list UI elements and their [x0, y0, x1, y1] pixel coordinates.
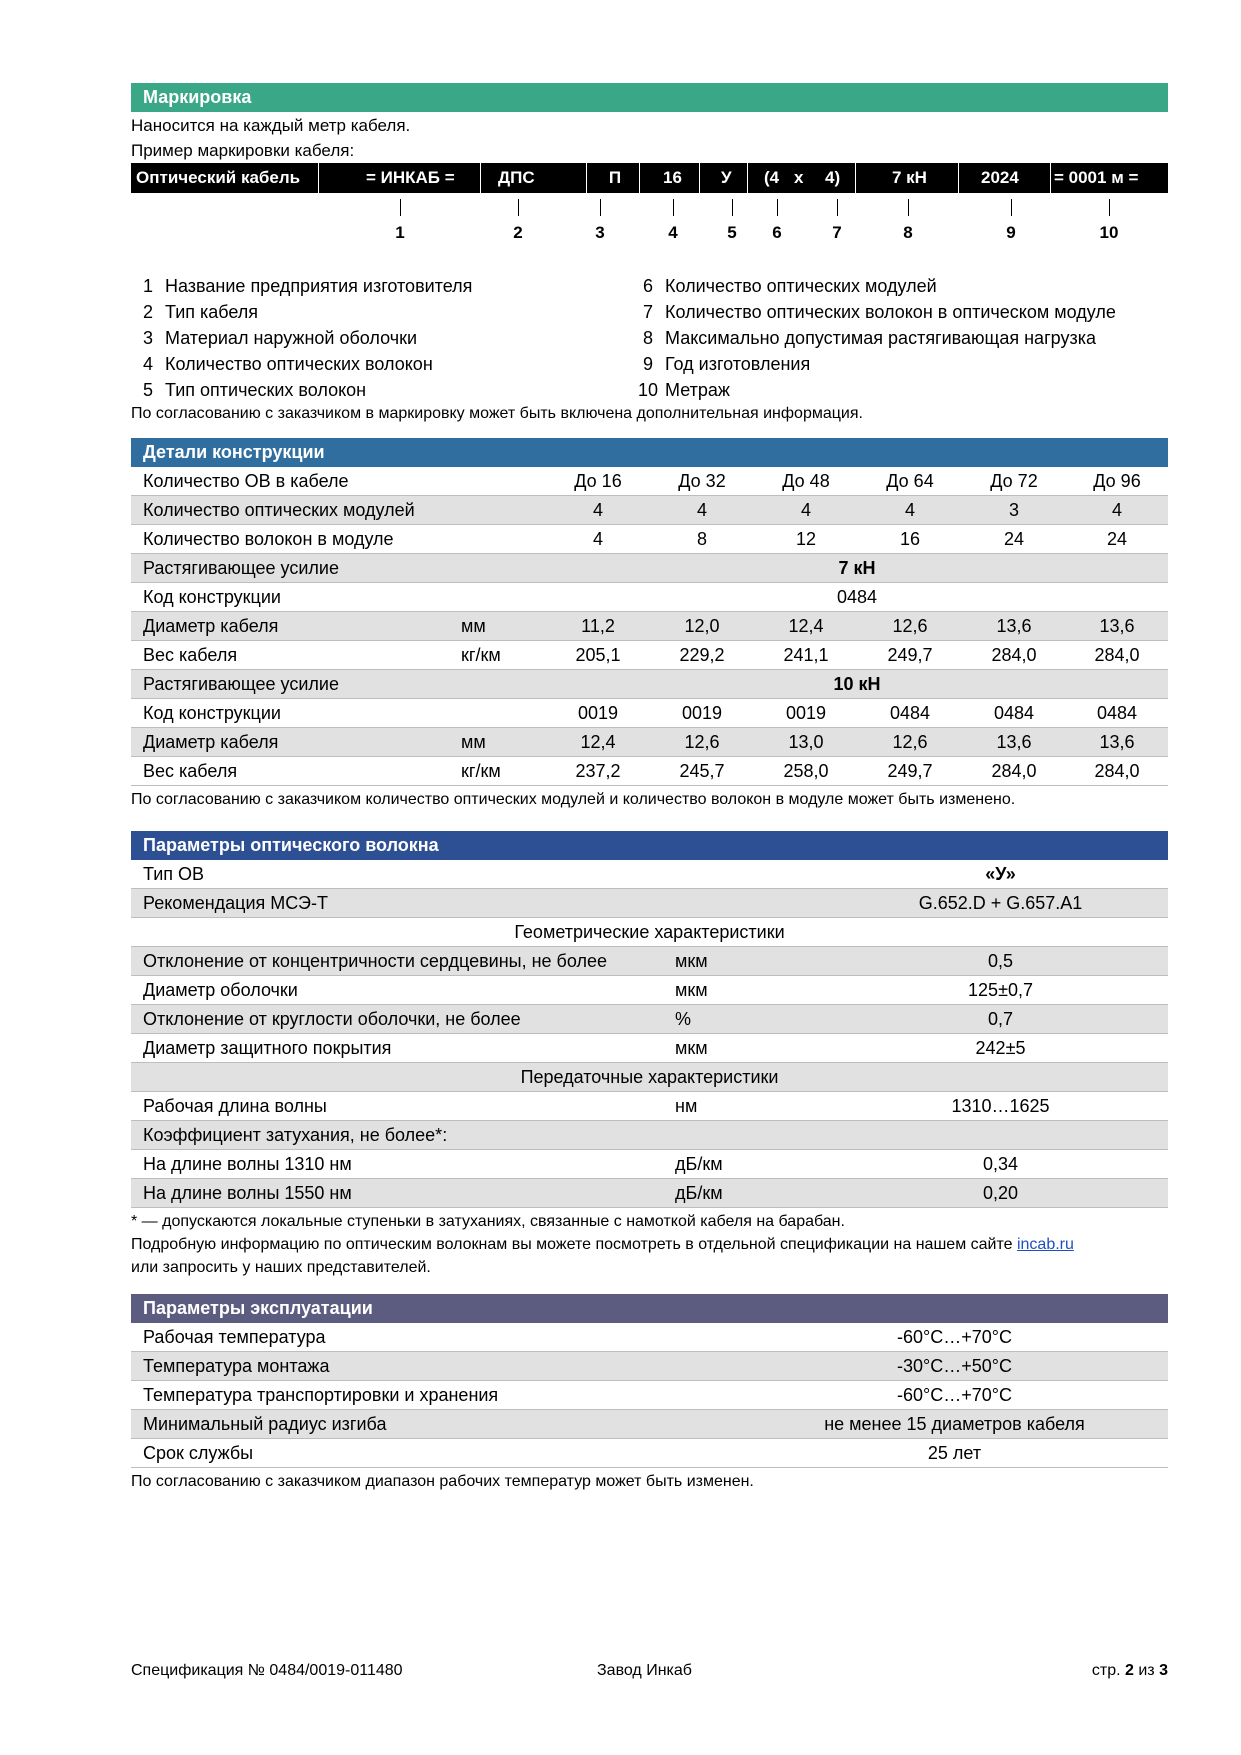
table-row — [131, 1034, 1168, 1063]
row-unit: мм — [461, 728, 546, 757]
row-unit — [461, 670, 546, 699]
table-row — [131, 860, 1168, 889]
row-value: 245,7 — [679, 760, 725, 781]
row-value: 241,1 — [783, 644, 829, 665]
row-value: 24 — [1106, 528, 1128, 549]
row-label: Коэффициент затухания, не более*: — [131, 1121, 663, 1150]
pointer-number: 6 — [772, 223, 782, 242]
construction-section — [131, 438, 1168, 811]
table-row — [131, 670, 1168, 699]
row-value: 16 — [899, 528, 921, 549]
strip-part: П — [608, 168, 622, 187]
row-value: 4 — [592, 528, 603, 549]
strip-part: 7 кН — [892, 168, 927, 187]
footer-page-of: из — [1138, 1662, 1155, 1679]
subheader-label: Передаточные характеристики — [131, 1063, 1168, 1092]
row-label: Количество оптических модулей — [131, 496, 461, 525]
row-unit — [461, 467, 546, 496]
row-unit: мкм — [675, 979, 708, 1000]
table-row — [131, 467, 1168, 496]
strip-part: 4) — [825, 168, 841, 187]
row-value: 13,6 — [962, 612, 1066, 641]
row-value: 8 — [696, 528, 707, 549]
row-label: Рабочая длина волны — [143, 1095, 327, 1116]
row-value: 0484 — [993, 702, 1035, 723]
row-value: 13,6 — [1066, 728, 1168, 757]
legend-text: Тип кабеля — [165, 302, 259, 322]
row-label: Диаметр защитного покрытия — [143, 1037, 392, 1058]
marking-legend — [131, 273, 1168, 401]
row-label: Код конструкции — [143, 586, 281, 607]
marking-section — [131, 83, 1168, 425]
row-label: Код конструкции — [143, 702, 281, 723]
legend-text: Название предприятия изготовителя — [165, 276, 473, 296]
construction-note: По согласованию с заказчиком количество оптических модулей и количество волокон в модуле может быть изменено. — [131, 791, 1016, 808]
legend-num: 3 — [142, 328, 153, 348]
row-label: Растягивающее усилие — [131, 670, 461, 699]
row-unit: кг/км — [461, 760, 501, 781]
row-value: 12 — [795, 528, 817, 549]
table-row — [131, 612, 1168, 641]
row-label: Отклонение от концентричности сердцевины, не более — [131, 947, 663, 976]
row-value: 4 — [546, 496, 650, 525]
row-value: 0,7 — [833, 1005, 1168, 1034]
row-label: Диаметр кабеля — [131, 612, 461, 641]
row-unit — [461, 554, 546, 583]
row-value: 3 — [962, 496, 1066, 525]
row-value: До 48 — [782, 470, 830, 491]
pointer-number: 4 — [668, 223, 678, 242]
row-value: -30°С…+50°С — [741, 1352, 1168, 1381]
construction-table — [131, 467, 1168, 786]
table-row — [131, 1381, 1168, 1410]
row-label: Диаметр кабеля — [131, 728, 461, 757]
row-value: 0484 — [1096, 702, 1138, 723]
row-value: 0484 — [836, 586, 878, 607]
row-value: 4 — [1066, 496, 1168, 525]
row-value: 12,6 — [858, 612, 962, 641]
row-value: 13,0 — [754, 728, 858, 757]
table-row — [131, 1121, 1168, 1150]
operation-note: По согласованию с заказчиком диапазон рабочих температур может быть изменен. — [131, 1473, 754, 1490]
fiber-note3: или запросить у наших представителей. — [131, 1259, 431, 1276]
table-row — [131, 889, 1168, 918]
strip-part: ДПС — [498, 168, 535, 187]
pointer-number: 8 — [903, 223, 913, 242]
row-value: 0019 — [577, 702, 619, 723]
strip-part: = ИНКАБ = — [366, 168, 455, 187]
row-unit: мм — [461, 612, 546, 641]
legend-text: Количество оптических волокон в оптическом модуле — [665, 302, 1116, 322]
row-value: 258,0 — [783, 760, 829, 781]
row-label: Вес кабеля — [143, 644, 238, 665]
strip-part: 16 — [663, 168, 682, 187]
row-value: 284,0 — [1094, 760, 1140, 781]
legend-num: 9 — [642, 354, 653, 374]
legend-num: 2 — [142, 302, 153, 322]
row-unit — [663, 1121, 833, 1150]
row-value: G.652.D + G.657.A1 — [833, 889, 1168, 918]
table-row — [131, 554, 1168, 583]
footer-page-total: 3 — [1159, 1662, 1168, 1679]
row-value: 13,6 — [962, 728, 1066, 757]
legend-text: Количество оптических модулей — [665, 276, 937, 296]
row-value: 284,0 — [991, 760, 1037, 781]
row-label: Растягивающее усилие — [131, 554, 461, 583]
row-value: 0,5 — [833, 947, 1168, 976]
pointer-number: 7 — [832, 223, 842, 242]
row-value: 12,0 — [650, 612, 754, 641]
fiber-note2 — [131, 1233, 1168, 1256]
table-row — [131, 1439, 1168, 1468]
marking-line1: Наносится на каждый метр кабеля. — [131, 116, 411, 135]
footer-page-prefix: стр. — [1091, 1662, 1121, 1679]
row-value — [833, 1121, 1168, 1150]
marking-header: Маркировка — [131, 83, 1168, 112]
table-row — [131, 1352, 1168, 1381]
row-label: Температура транспортировки и хранения — [143, 1384, 499, 1405]
legend-num: 1 — [142, 276, 153, 296]
row-value: 249,7 — [887, 644, 933, 665]
pointer-number: 10 — [1099, 223, 1119, 242]
row-unit — [663, 860, 833, 889]
row-label: Рабочая температура — [143, 1326, 326, 1347]
table-row — [131, 976, 1168, 1005]
table-row — [131, 1410, 1168, 1439]
strip-part: Оптический кабель — [136, 168, 301, 187]
footer-page-num: 2 — [1125, 1662, 1134, 1679]
subheader-label: Геометрические характеристики — [514, 921, 785, 942]
marking-line2: Пример маркировки кабеля: — [131, 141, 355, 160]
row-unit: % — [663, 1005, 833, 1034]
row-unit: мкм — [675, 1037, 708, 1058]
row-unit: кг/км — [461, 644, 501, 665]
legend-text: Метраж — [665, 380, 730, 400]
legend-text: Количество оптических волокон — [165, 354, 433, 374]
row-value: 249,7 — [887, 760, 933, 781]
pointer-number: 5 — [727, 223, 737, 242]
row-label: На длине волны 1310 нм — [143, 1153, 352, 1174]
fiber-note1: * — допускаются локальные ступеньки в затуханиях, связанные с намоткой кабеля на барабан. — [131, 1213, 845, 1230]
row-value: 12,6 — [650, 728, 754, 757]
row-value: 4 — [754, 496, 858, 525]
incab-link[interactable]: incab.ru — [1016, 1236, 1074, 1253]
row-value: 0,20 — [833, 1179, 1168, 1208]
legend-text: Тип оптических волокон — [165, 380, 367, 400]
table-row — [131, 525, 1168, 554]
row-value: 13,6 — [1066, 612, 1168, 641]
row-value: 10 кН — [546, 670, 1168, 699]
footer-spec: Спецификация № 0484/0019-011480 — [131, 1662, 403, 1679]
row-label: Количество волокон в модуле — [143, 528, 394, 549]
table-row — [131, 496, 1168, 525]
table-row — [131, 699, 1168, 728]
row-value: 4 — [858, 496, 962, 525]
row-label: Вес кабеля — [143, 760, 238, 781]
row-label: На длине волны 1550 нм — [131, 1179, 663, 1208]
strip-part: У — [721, 168, 732, 187]
row-value: 24 — [1003, 528, 1025, 549]
table-subheader — [131, 1063, 1168, 1092]
row-label: Минимальный радиус изгиба — [131, 1410, 741, 1439]
pointer-number: 1 — [395, 223, 405, 242]
row-unit — [461, 496, 546, 525]
row-value: 284,0 — [1094, 644, 1140, 665]
strip-part: (4 — [764, 168, 780, 187]
row-value: 0484 — [889, 702, 931, 723]
row-value: 205,1 — [575, 644, 621, 665]
row-label: Количество ОВ в кабеле — [143, 470, 349, 491]
legend-text: Максимально допустимая растягивающая нагрузка — [665, 328, 1096, 348]
marking-pointers — [131, 193, 1168, 255]
row-label: Диаметр оболочки — [143, 979, 298, 1000]
fiber-table — [131, 860, 1168, 1208]
row-unit — [461, 583, 546, 612]
legend-text: Материал наружной оболочки — [165, 328, 418, 348]
marking-strip — [131, 163, 1168, 193]
pointer-number: 9 — [1006, 223, 1016, 242]
legend-num: 8 — [642, 328, 653, 348]
row-unit: мкм — [663, 947, 833, 976]
row-value: 25 лет — [927, 1442, 982, 1463]
row-value: До 72 — [990, 470, 1038, 491]
table-row — [131, 641, 1168, 670]
row-label: Тип ОВ — [143, 863, 205, 884]
row-value: -60°С…+70°С — [897, 1326, 1012, 1347]
legend-num: 5 — [142, 380, 153, 400]
row-value: 7 кН — [546, 554, 1168, 583]
row-value: 242±5 — [975, 1037, 1026, 1058]
row-value: 0019 — [681, 702, 723, 723]
table-row — [131, 757, 1168, 786]
fiber-section — [131, 831, 1168, 1279]
table-row — [131, 583, 1168, 612]
row-value: До 96 — [1093, 470, 1141, 491]
row-value: 11,2 — [546, 612, 650, 641]
operation-header: Параметры эксплуатации — [131, 1294, 1168, 1323]
construction-header: Детали конструкции — [131, 438, 1168, 467]
row-value: До 16 — [574, 470, 622, 491]
table-row — [131, 1323, 1168, 1352]
row-value: 229,2 — [679, 644, 725, 665]
table-row — [131, 1092, 1168, 1121]
row-value: «У» — [985, 863, 1016, 884]
footer-plant: Завод Инкаб — [597, 1662, 692, 1679]
strip-part: 2024 — [981, 168, 1019, 187]
row-value: 1310…1625 — [951, 1095, 1050, 1116]
pointer-number: 2 — [513, 223, 523, 242]
row-value: 12,6 — [858, 728, 962, 757]
row-value: 4 — [650, 496, 754, 525]
row-value: 0019 — [785, 702, 827, 723]
footer-page — [1092, 1662, 1168, 1680]
legend-num: 6 — [642, 276, 653, 296]
row-unit: дБ/км — [675, 1153, 723, 1174]
table-row — [131, 1005, 1168, 1034]
marking-note: По согласованию с заказчиком в маркировку может быть включена дополнительная информация. — [131, 405, 863, 422]
row-value: До 32 — [678, 470, 726, 491]
row-value: 125±0,7 — [968, 979, 1033, 1000]
table-row — [131, 947, 1168, 976]
legend-text: Год изготовления — [665, 354, 811, 374]
operation-table — [131, 1323, 1168, 1468]
row-unit — [461, 525, 546, 554]
row-label: Температура монтажа — [131, 1352, 741, 1381]
table-row — [131, 1150, 1168, 1179]
row-value: не менее 15 диаметров кабеля — [741, 1410, 1168, 1439]
fiber-note2-text: Подробную информацию по оптическим волокнам вы можете посмотреть в отдельной спецификации на нашем сайте — [131, 1236, 1013, 1253]
row-value: До 64 — [886, 470, 934, 491]
legend-num: 7 — [642, 302, 653, 322]
table-row — [131, 728, 1168, 757]
row-unit: нм — [675, 1095, 698, 1116]
strip-part: = 0001 м = — [1054, 168, 1139, 187]
row-value: -60°С…+70°С — [897, 1384, 1012, 1405]
row-value: 0,34 — [982, 1153, 1019, 1174]
strip-part: х — [794, 168, 804, 187]
row-unit: дБ/км — [663, 1179, 833, 1208]
fiber-header: Параметры оптического волокна — [131, 831, 1168, 860]
table-subheader — [131, 918, 1168, 947]
row-value: 237,2 — [575, 760, 621, 781]
legend-num: 4 — [142, 354, 153, 374]
row-value: 12,4 — [754, 612, 858, 641]
row-label: Отклонение от круглости оболочки, не более — [131, 1005, 663, 1034]
row-label: Срок службы — [143, 1442, 254, 1463]
pointer-number: 3 — [595, 223, 605, 242]
row-value: 12,4 — [546, 728, 650, 757]
row-unit — [461, 699, 546, 728]
row-unit — [663, 889, 833, 918]
table-row — [131, 1179, 1168, 1208]
operation-section — [131, 1294, 1168, 1493]
row-label: Рекомендация МСЭ-Т — [131, 889, 663, 918]
row-value: 284,0 — [991, 644, 1037, 665]
legend-num: 10 — [637, 380, 659, 400]
